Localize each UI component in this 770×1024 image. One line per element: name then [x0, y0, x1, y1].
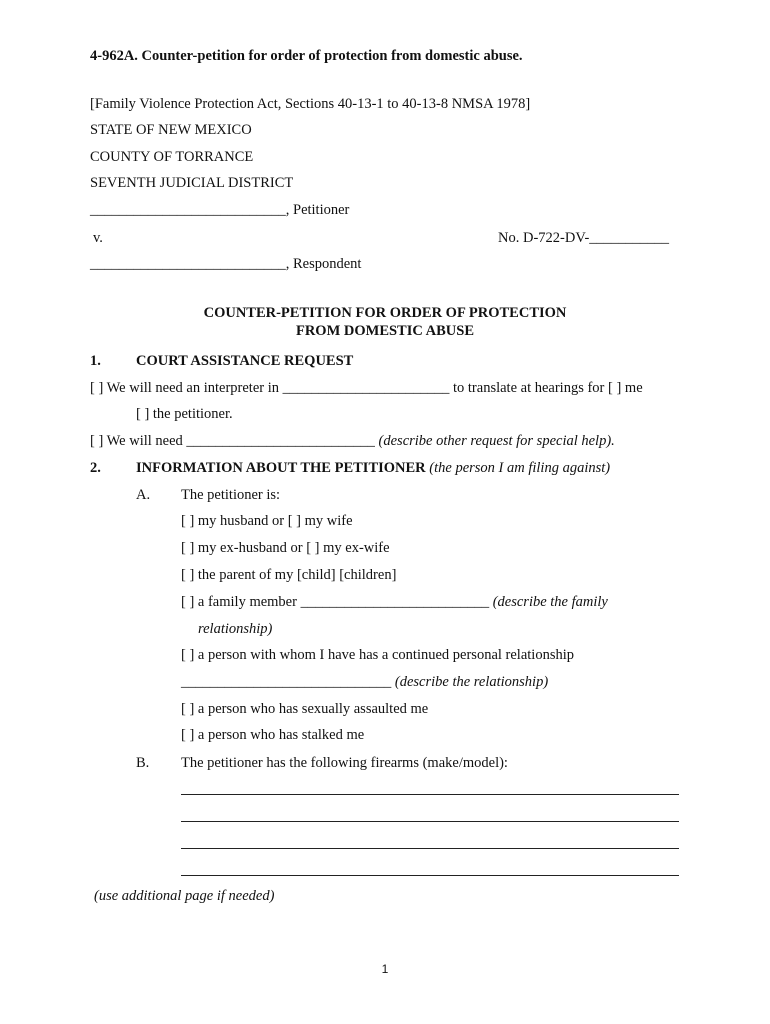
section2-number: 2.	[90, 460, 101, 476]
family-member-note-cont: relationship)	[198, 621, 273, 637]
option-parent-of-child[interactable]: [ ] the parent of my [child] [children]	[181, 567, 397, 583]
option-spouse[interactable]: [ ] my husband or [ ] my wife	[181, 513, 353, 529]
partA-lead: The petitioner is:	[181, 487, 281, 503]
option-continued-relationship[interactable]: [ ] a person with whom I have has a continued personal relationship	[181, 647, 575, 663]
state-name: STATE OF NEW MEXICO	[90, 122, 252, 138]
section2-heading-note: (the person I am filing against)	[429, 460, 611, 476]
other-request-note: (describe other request for special help).	[378, 433, 615, 449]
partA-letter: A.	[136, 487, 151, 503]
section1-number: 1.	[90, 353, 101, 369]
option-stalked[interactable]: [ ] a person who has stalked me	[181, 727, 365, 743]
relationship-field[interactable]	[181, 674, 548, 691]
section1-heading: COURT ASSISTANCE REQUEST	[136, 353, 354, 369]
family-member-text[interactable]: [ ] a family member __________________________	[181, 594, 490, 610]
firearms-answer-line-2[interactable]	[181, 821, 679, 822]
district-name: SEVENTH JUDICIAL DISTRICT	[90, 175, 294, 191]
interpreter-request-petitioner[interactable]: [ ] the petitioner.	[136, 406, 233, 422]
interpreter-request[interactable]: [ ] We will need an interpreter in _______________________ to translate at hearings for [ ] me	[90, 380, 643, 396]
option-ex-spouse[interactable]: [ ] my ex-husband or [ ] my ex-wife	[181, 540, 390, 556]
relationship-note: (describe the relationship)	[394, 674, 549, 690]
page-number: 1	[381, 962, 389, 976]
firearms-answer-line-3[interactable]	[181, 848, 679, 849]
case-number-field[interactable]: No. D-722-DV-___________	[498, 230, 670, 246]
form-title-line1: COUNTER-PETITION FOR ORDER OF PROTECTION	[203, 305, 567, 321]
versus-label: v.	[93, 230, 103, 246]
other-request-field[interactable]	[90, 433, 615, 450]
additional-page-note: (use additional page if needed)	[94, 888, 275, 904]
rule-title: 4-962A. Counter-petition for order of protection from domestic abuse.	[90, 48, 523, 64]
petitioner-name-field[interactable]: ___________________________, Petitioner	[90, 202, 350, 218]
relationship-blank[interactable]: _____________________________	[181, 674, 392, 690]
firearms-answer-line-1[interactable]	[181, 794, 679, 795]
section2-heading: INFORMATION ABOUT THE PETITIONER	[136, 460, 426, 476]
firearms-answer-line-4[interactable]	[181, 875, 679, 876]
act-citation: [Family Violence Protection Act, Sections 40-13-1 to 40-13-8 NMSA 1978]	[90, 96, 531, 112]
family-member-note: (describe the family	[492, 594, 608, 610]
other-request-text[interactable]: [ ] We will need __________________________	[90, 433, 375, 449]
form-title-line2: FROM DOMESTIC ABUSE	[295, 323, 475, 339]
section2-heading-row	[136, 460, 610, 477]
option-sexual-assault[interactable]: [ ] a person who has sexually assaulted me	[181, 701, 429, 717]
respondent-name-field[interactable]: ___________________________, Respondent	[90, 256, 362, 272]
county-name: COUNTY OF TORRANCE	[90, 149, 254, 165]
partB-letter: B.	[136, 755, 150, 771]
option-family-member[interactable]	[181, 594, 608, 611]
partB-lead: The petitioner has the following firearms (make/model):	[181, 755, 508, 771]
